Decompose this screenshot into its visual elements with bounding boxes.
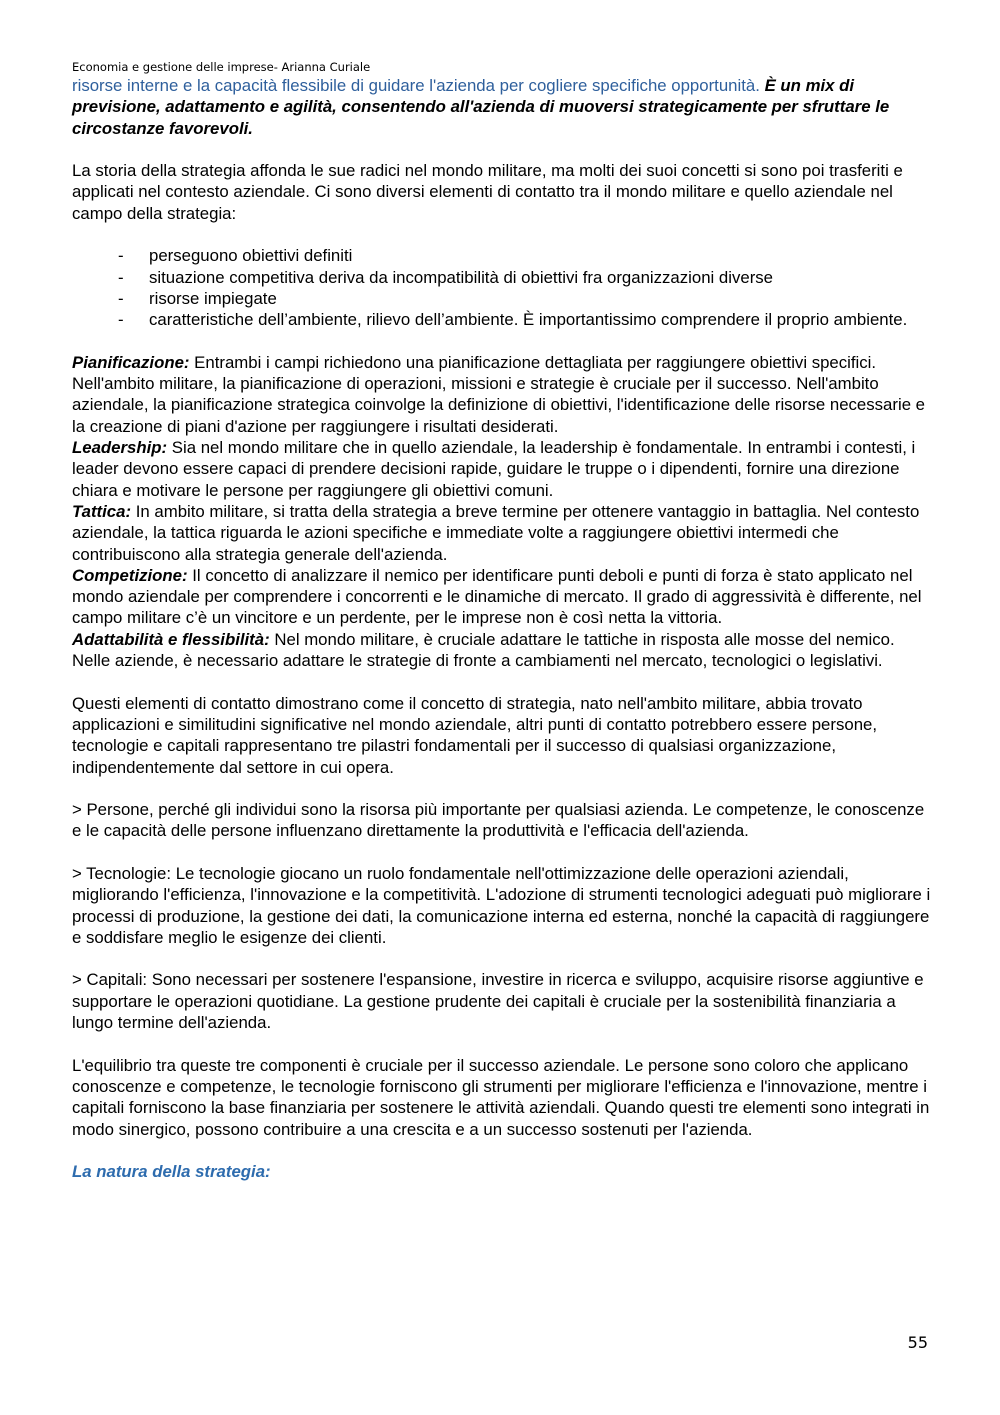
list-item-text: situazione competitiva deriva da incompatibilità di obiettivi fra organizzazioni diverse <box>149 267 774 287</box>
contact-list <box>72 245 932 330</box>
intro-bold-text: È un mix di previsione, adattamento e agilità, consentendo all'azienda di muoversi strategicamente per sfruttare le circostanze favorevoli. <box>72 76 890 138</box>
element-competizione <box>72 565 932 629</box>
list-item <box>72 267 932 288</box>
running-header: Economia e gestione delle imprese- Arianna Curiale <box>72 60 371 74</box>
list-dash: - <box>118 288 124 308</box>
element-term: Competizione: <box>72 565 188 585</box>
element-text: Nel mondo militare, è cruciale adattare le tattiche in risposta alle mosse del nemico. Nelle aziende, è necessario adattare le strategie di fronte a cambiamenti nel mercato, tecnologici o legislativi. <box>72 629 895 671</box>
element-text: In ambito militare, si tratta della strategia a breve termine per ottenere vantaggio in battaglia. Nel contesto aziendale, la tattica riguarda le azioni specifiche e immediate volte a raggiungere obiettivi intermedi che contribuiscono alla strategia generale dell'azienda. <box>72 501 920 564</box>
element-pianificazione <box>72 352 932 437</box>
pillar-tecnologie: > Tecnologie: Le tecnologie giocano un ruolo fondamentale nell'ottimizzazione delle operazioni aziendali, migliorando l'efficienza, l'innovazione e la competitività. L'adozione di strumenti tecnologici adeguati può migliorare i processi di produzione, la gestione dei dati, la comunicazione interna ed esterna, nonché la capacità di raggiungere e soddisfare meglio le esigenze dei clienti. <box>72 863 931 947</box>
element-adattabilita <box>72 629 932 672</box>
element-tattica <box>72 501 932 565</box>
page-body <box>72 75 932 1182</box>
page-number: 55 <box>907 1333 928 1352</box>
list-item <box>72 245 932 266</box>
intro-blue-text: risorse interne e la capacità flessibile di guidare l'azienda per cogliere specifiche opportunità. <box>72 76 765 95</box>
element-term: Adattabilità e flessibilità: <box>72 629 270 649</box>
element-term: Leadership: <box>72 438 168 458</box>
list-dash: - <box>118 310 124 330</box>
element-term: Pianificazione: <box>72 352 190 372</box>
list-item <box>72 309 932 330</box>
section-heading: La natura della strategia: <box>72 1162 271 1182</box>
element-term: Tattica: <box>72 501 132 521</box>
list-item <box>72 288 932 309</box>
pillar-persone: > Persone, perché gli individui sono la risorsa più importante per qualsiasi azienda. Le competenze, le conoscenze e le capacità delle persone influenzano direttamente la produttività e l'efficacia dell'azienda. <box>72 800 925 841</box>
list-dash: - <box>118 267 124 287</box>
list-item-text: risorse impiegate <box>149 288 277 308</box>
element-text: Entrambi i campi richiedono una pianificazione dettagliata per raggiungere obiettivi specifici. Nell'ambito militare, la pianificazione di operazioni, missioni e strategie è cruciale per il successo. Nell'ambito aziendale, la pianificazione strategica coinvolge la definizione di obiettivi, l'identificazione delle risorse necessarie e la creazione di piani d'azione per raggiungere i risultati desiderati. <box>72 352 926 436</box>
equilibrium-paragraph: L'equilibrio tra queste tre componenti è cruciale per il successo aziendale. Le persone sono coloro che applicano conoscenze e competenze, le tecnologie forniscono gli strumenti per migliorare l'efficienza e l'innovazione, mentre i capitali forniscono la base finanziaria per sostenere le attività aziendali. Quando questi tre elementi sono integrati in modo sinergico, possono contribuire a una crescita e a un successo sostenuti per l'azienda. <box>72 1055 930 1139</box>
summary-paragraph: Questi elementi di contatto dimostrano come il concetto di strategia, nato nell'ambito militare, abbia trovato applicazioni e similitudini significative nel mondo aziendale, altri punti di contatto potrebbero essere persone, tecnologie e capitali rappresentano tre pilastri fondamentali per il successo di qualsiasi organizzazione, indipendentemente dal settore in cui opera. <box>72 693 878 777</box>
element-text: Il concetto di analizzare il nemico per identificare punti deboli e punti di forza è stato applicato nel mondo aziendale per comprendere i concorrenti e le dinamiche di mercato. Il grado di aggressività è differente, nel campo militare c’è un vincitore e un perdente, per le imprese non è così netta la vittoria. <box>72 565 922 628</box>
intro-paragraph <box>72 75 932 139</box>
list-item-text: caratteristiche dell’ambiente, rilievo dell’ambiente. È importantissimo comprendere il proprio ambiente. <box>149 310 908 330</box>
pillar-capitali: > Capitali: Sono necessari per sostenere l'espansione, investire in ricerca e sviluppo, acquisire risorse aggiuntive e supportare le operazioni quotidiane. La gestione prudente dei capitali è cruciale per la sostenibilità finanziaria a lungo termine dell'azienda. <box>72 970 924 1033</box>
element-text: Sia nel mondo militare che in quello aziendale, la leadership è fondamentale. In entrambi i contesti, i leader devono essere capaci di prendere decisioni rapide, guidare le truppe o i dipendenti, fornire una direzione chiara e motivare le persone per raggiungere gli obiettivi comuni. <box>72 438 916 500</box>
list-item-text: perseguono obiettivi definiti <box>149 246 353 266</box>
list-dash: - <box>118 246 124 266</box>
element-leadership <box>72 437 932 501</box>
history-paragraph: La storia della strategia affonda le sue radici nel mondo militare, ma molti dei suoi concetti si sono poi trasferiti e applicati nel contesto aziendale. Ci sono diversi elementi di contatto tra il mondo militare e quello aziendale nel campo della strategia: <box>72 161 903 223</box>
